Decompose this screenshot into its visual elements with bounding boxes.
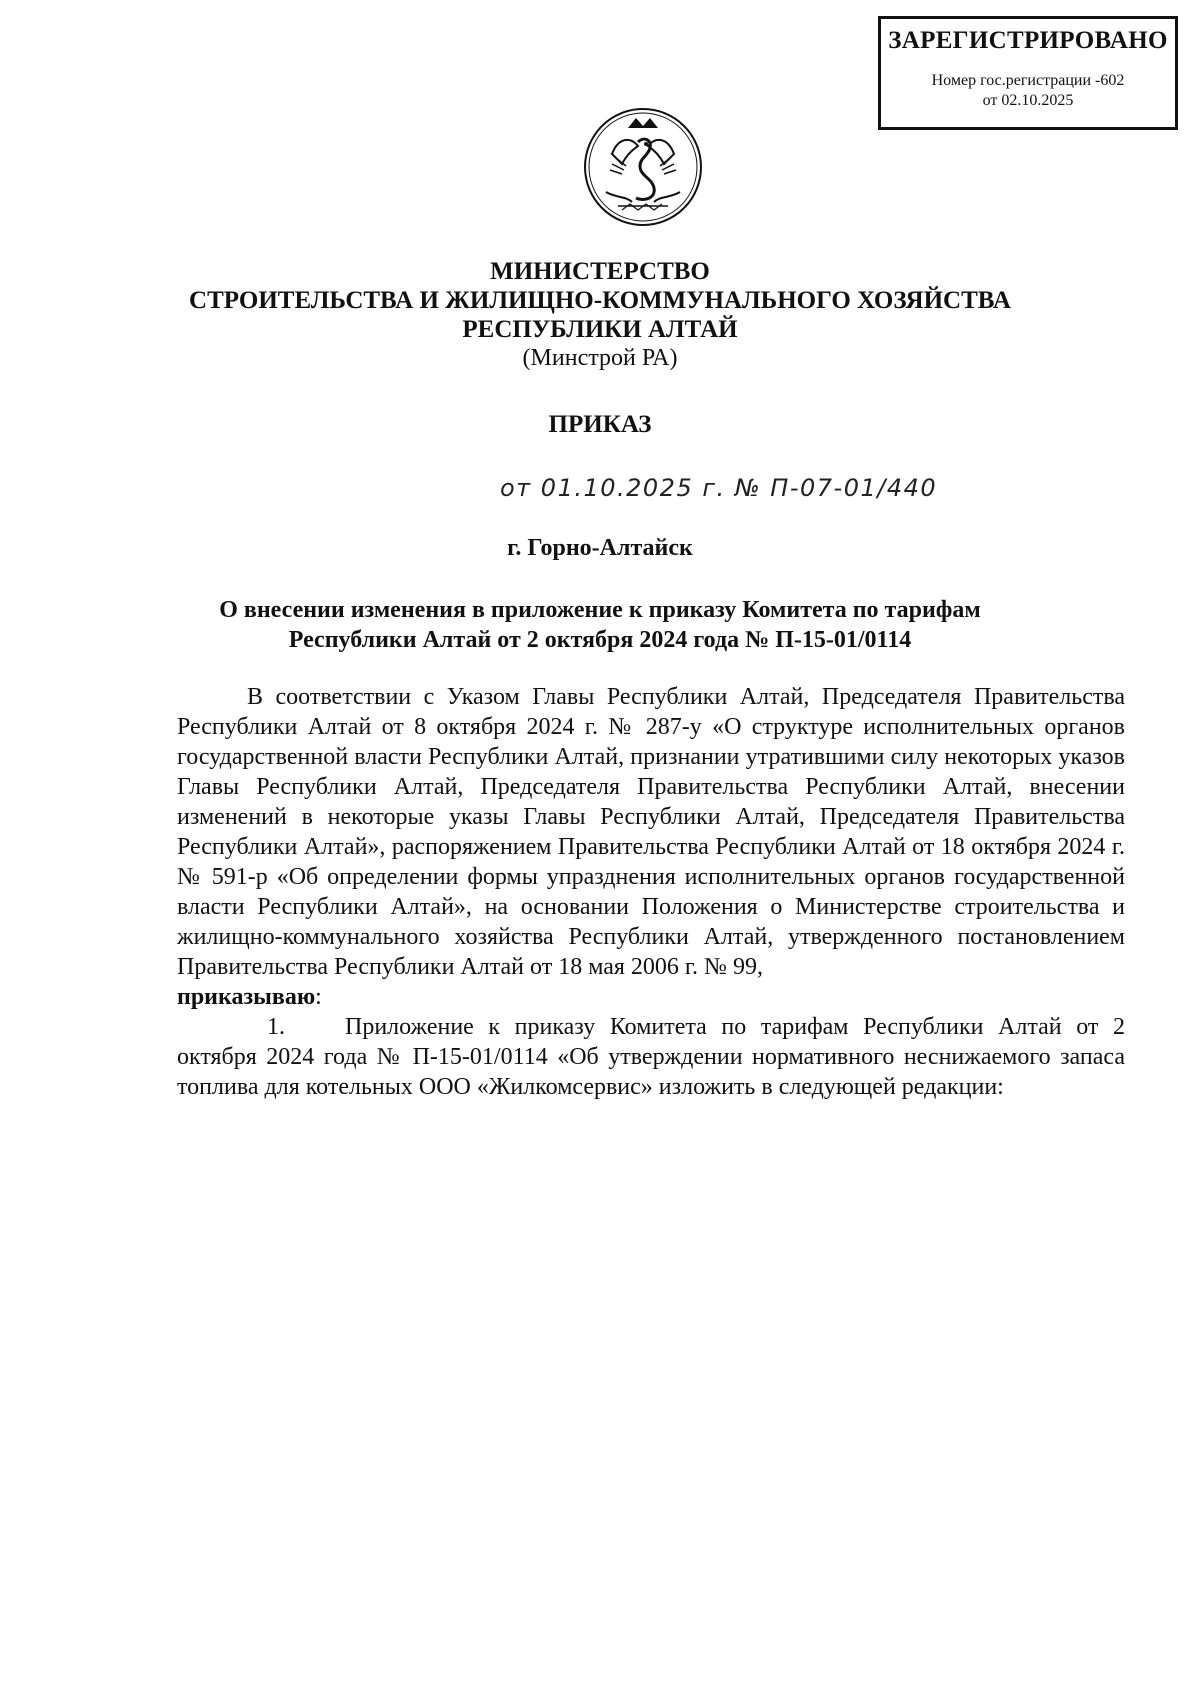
preamble-paragraph: [177, 682, 1125, 982]
handwritten-date-and-number: от 01.10.2025 г. № П-07-01/440: [500, 474, 938, 502]
preamble-text: В соответствии с Указом Главы Республики Алтай, Председателя Правительства Республики Алтай от 8 октября 2024 г. № 287-у «О структуре исполнительных органов государственной власти Республики Алтай, признании утратившими силу некоторых указов Главы Республики Алтай, Председателя Правительства Республики Алтай, внесении изменений в некоторые указы Главы Республики Алтай, Председателя Правительства Республики Алтай», распоряжением Правительства Республики Алтай от 18 октября 2024 г. № 591-р «Об определении формы упразднения исполнительных органов государственной власти Республики Алтай», на основании Положения о Министерстве строительства и жилищно-коммунального хозяйства Республики Алтай, утвержденного постановлением Правительства Республики Алтай от 18 мая 2006 г. № 99,: [177, 684, 1125, 980]
order-subject: [0, 595, 1200, 655]
ministry-name-line-3: РЕСПУБЛИКИ АЛТАЙ: [462, 316, 738, 343]
stamp-registration-date: от 02.10.2025: [982, 92, 1074, 109]
coat-of-arms-icon: [582, 106, 704, 228]
ministry-header: [0, 257, 1200, 373]
city: г. Горно-Алтайск: [507, 535, 693, 561]
decree-colon: :: [315, 984, 322, 1010]
registration-stamp: [878, 16, 1178, 130]
item-1-text: Приложение к приказу Комитета по тарифам Республики Алтай от 2 октября 2024 года № П-15-01/0114 «Об утверждении нормативного неснижаемого запаса топлива для котельных ООО «Жилкомсервис» изложить в следующей редакции:: [177, 1014, 1125, 1100]
subject-line-2: Республики Алтай от 2 октября 2024 года № П-15-01/0114: [288, 627, 912, 653]
item-1-paragraph: [177, 1012, 1125, 1102]
item-1-number: 1.: [267, 1014, 285, 1040]
ministry-name-line-2: СТРОИТЕЛЬСТВА И ЖИЛИЩНО-КОММУНАЛЬНОГО ХОЗЯЙСТВА: [189, 287, 1011, 314]
ministry-name-line-1: МИНИСТЕРСТВО: [490, 258, 710, 285]
subject-line-1: О внесении изменения в приложение к приказу Комитета по тарифам: [219, 597, 981, 623]
ministry-abbreviation: (Минстрой РА): [522, 345, 678, 371]
stamp-title: ЗАРЕГИСТРИРОВАНО: [888, 27, 1168, 54]
stamp-registration-number: Номер гос.регистрации -602: [931, 72, 1125, 89]
document-body: [177, 682, 1125, 1102]
document-title: ПРИКАЗ: [548, 411, 652, 438]
decree-word: приказываю: [177, 984, 316, 1010]
decree-line: [177, 982, 1125, 1012]
